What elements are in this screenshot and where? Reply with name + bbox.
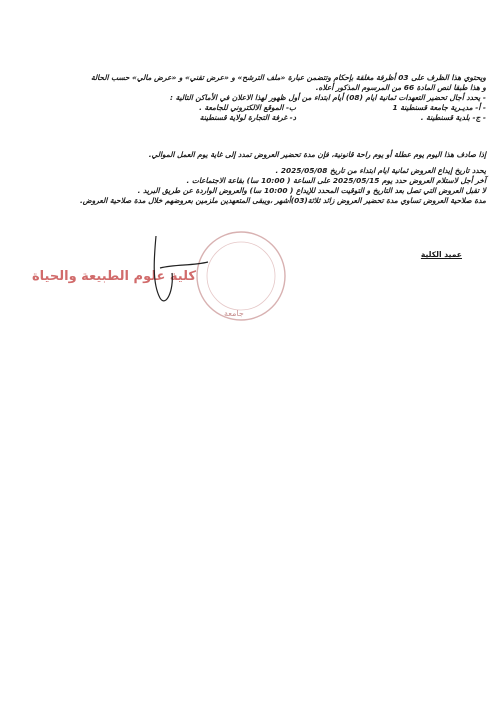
intro-line-2: و هذا طبقا لنص المادة 66 من المرسوم المذكور أعلاه. (315, 83, 486, 92)
note-4: لا تقبل العروض التي تصل بعد التاريخ و التوقيت المحدد للإيداع ( 10:00 سا) والعروض الواردة عن طريق البريد . (137, 186, 486, 195)
note-1: إذا صادف هذا اليوم يوم عطلة أو يوم راحة قانونية، فإن مدة تحضير العروض تمدد إلى غاية يوم العمل الموالي. (148, 150, 486, 159)
stamp-subtext: جامعة (224, 309, 244, 318)
dean-label: عميد الكلية (420, 250, 462, 259)
intro-line-1: ويحتوي هذا الظرف على 03 أظرفة مغلقة بإحكام وتتضمن عبارة «ملف الترشح» و «عرض تقني» و «عرض مالي» حسب الحالة (90, 73, 486, 82)
stamp-circle-inner (207, 242, 275, 310)
note-3: آخر أجل لاستلام العروض حدد يوم 2025/05/15 على الساعة ( 10:00 سا) بقاعة الاجتماعات . (186, 176, 486, 185)
note-2: يحدد تاريخ إيداع العروض ثمانية ايام ابتداء من تاريخ 2025/05/08 . (275, 166, 486, 175)
note-5: مدة صلاحية العروض تساوي مدة تحضير العروض زائد ثلاثة(03)أشهر ،ويبقى المتعهدين ملزمين بعروضهم خلال مدة صلاحية العروض. (80, 196, 486, 205)
place-c: - ج- بلدية قسنطينة . (420, 113, 486, 122)
notes-list (16, 150, 486, 206)
stamp-circle-outer (197, 232, 285, 320)
intro-paragraph (16, 73, 486, 103)
intro-line-3: - يحدد أجال تحضير التعهدات ثمانية ايام (08) أيام ابتداء من أول ظهور لهذا الاعلان في الأماكن التالية : (170, 93, 486, 102)
place-b: ب- الموقع الالكتروني للجامعة . (199, 103, 296, 112)
place-d: د- غرفة التجارة لولاية قسنطينة (199, 113, 296, 122)
place-a: - أ- مديـرية جامعة قسنطينة 1 (392, 103, 486, 112)
stamp-text: كلية علوم الطبيعة والحياة (32, 269, 196, 284)
places-list (16, 103, 486, 123)
official-stamp-and-signature (32, 228, 316, 328)
